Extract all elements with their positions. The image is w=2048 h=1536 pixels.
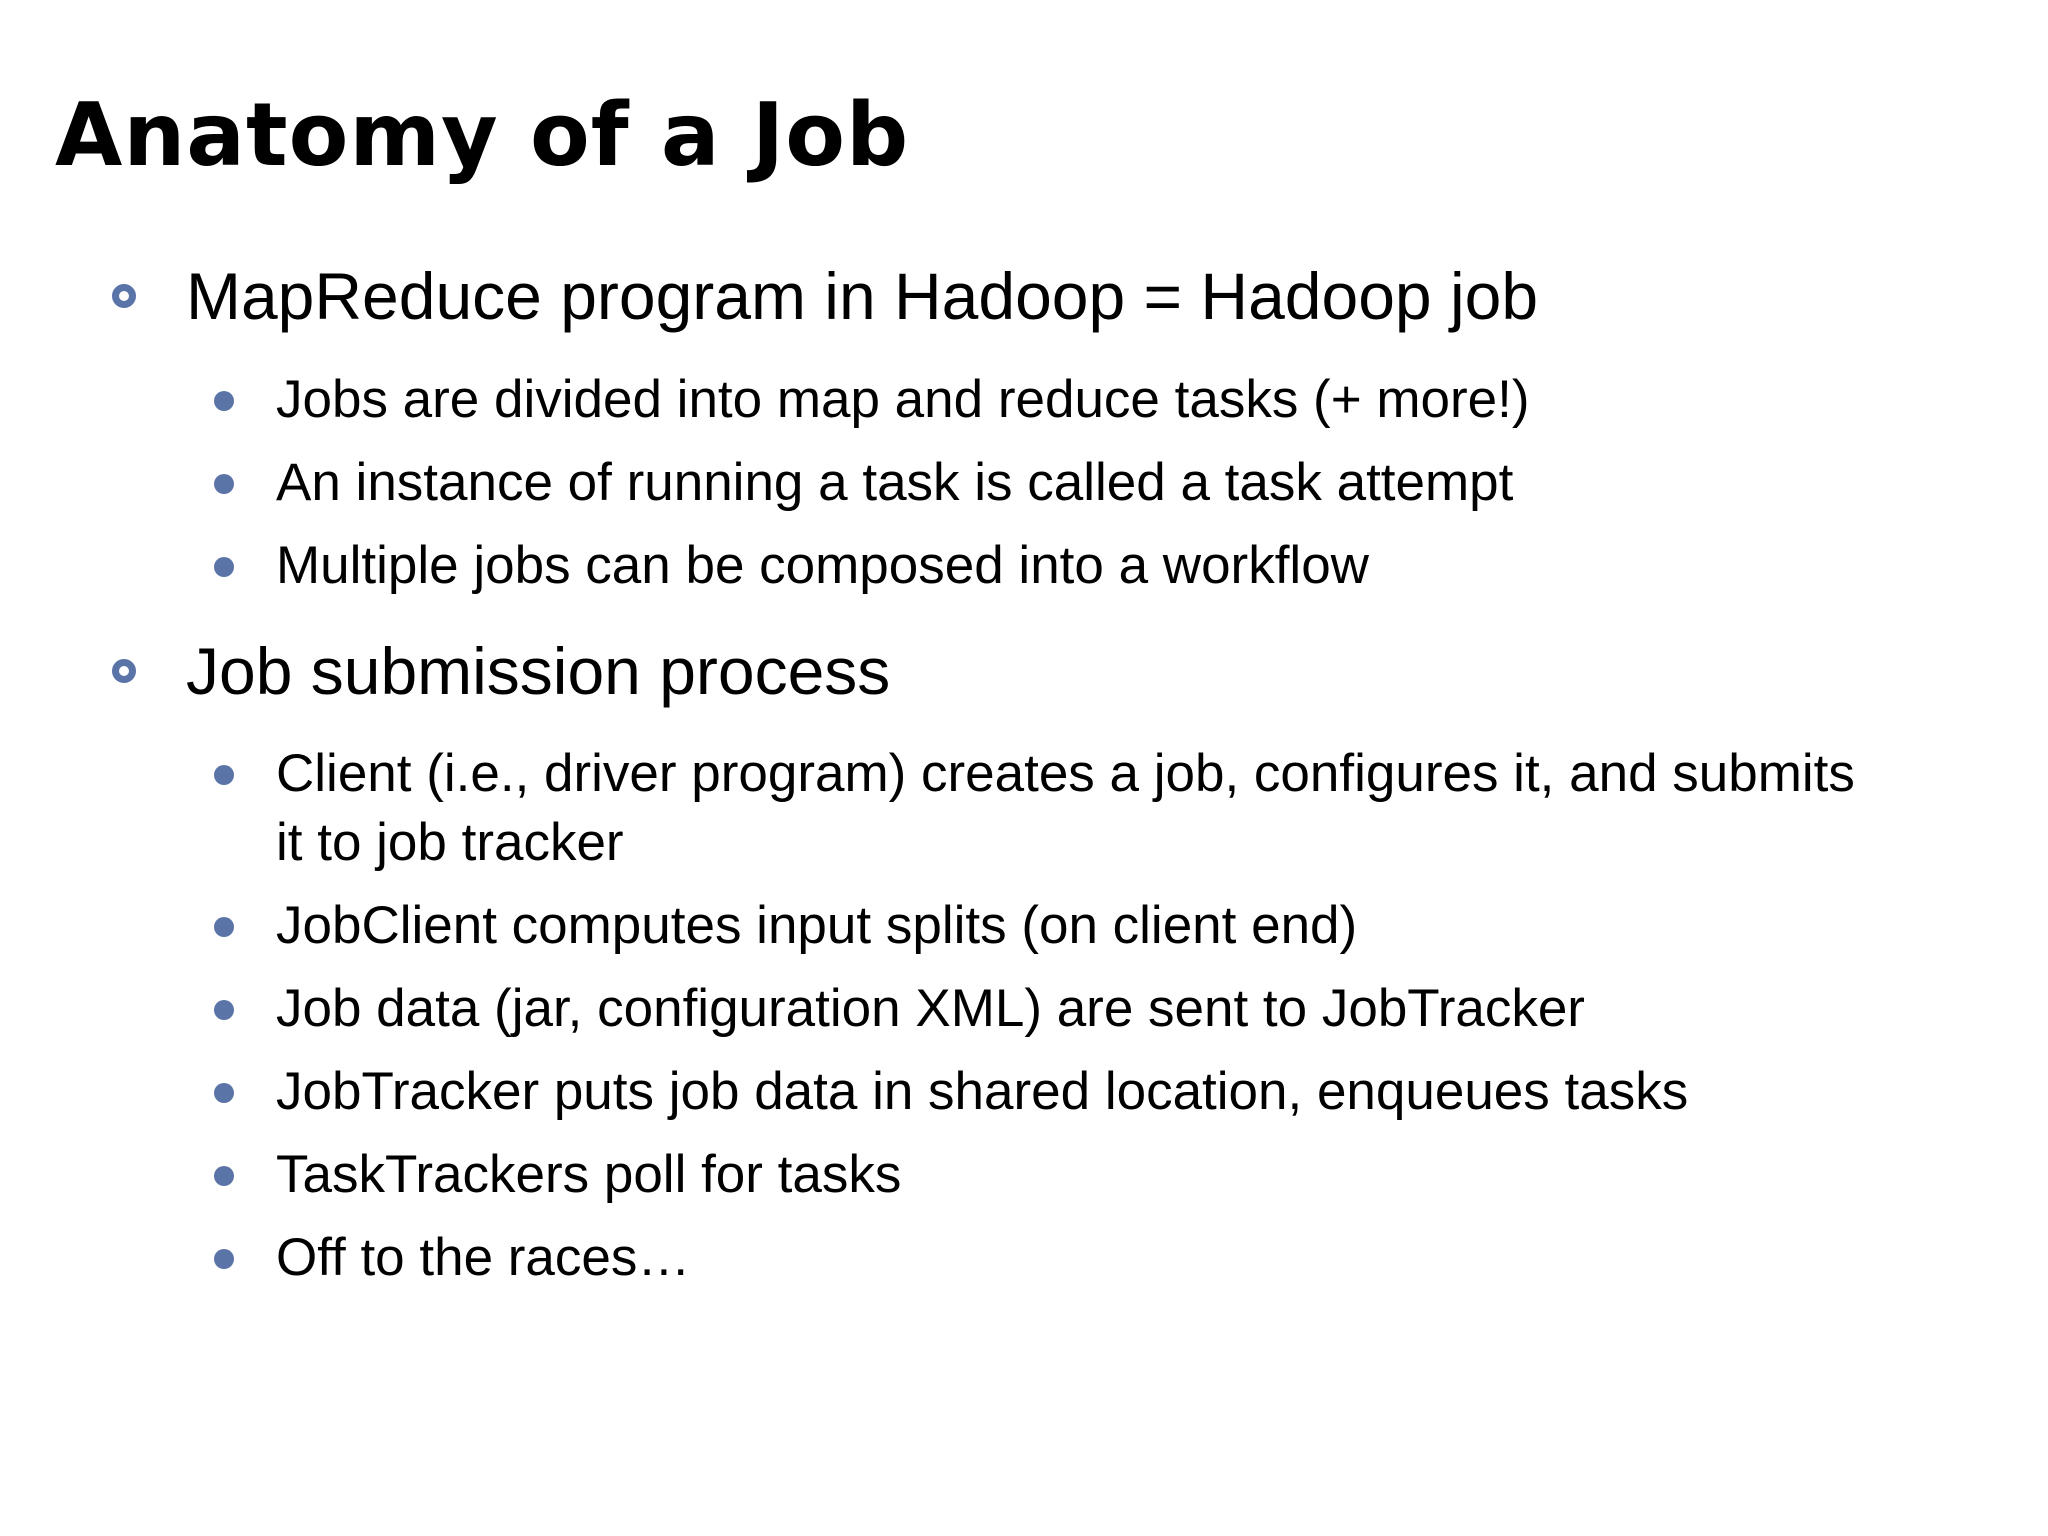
list-item-text: Jobs are divided into map and reduce tasks (+ more!) — [276, 370, 1530, 429]
dot-bullet-icon — [214, 917, 234, 937]
dot-bullet-icon — [214, 1000, 234, 1020]
dot-bullet-icon — [214, 1083, 234, 1103]
dot-bullet-icon — [214, 557, 234, 577]
list-item-text: An instance of running a task is called a task attempt — [276, 453, 1514, 512]
dot-bullet-icon — [214, 1166, 234, 1186]
list-item-text: Multiple jobs can be composed into a workflow — [276, 536, 1369, 595]
dot-bullet-icon — [214, 1249, 234, 1269]
list-item-text: Job data (jar, configuration XML) are sent to JobTracker — [276, 979, 1585, 1038]
list-item-text: JobTracker puts job data in shared location, enqueues tasks — [276, 1062, 1689, 1121]
ring-bullet-icon — [112, 284, 136, 308]
slide-title: Anatomy of a Job — [55, 84, 910, 186]
dot-bullet-icon — [214, 765, 234, 785]
section-heading-text: MapReduce program in Hadoop = Hadoop job — [186, 259, 1539, 333]
list-item-text: Client (i.e., driver program) creates a job, configures it, and submits it to job tracker — [276, 744, 1855, 872]
section-heading-text: Job submission process — [186, 634, 891, 708]
dot-bullet-icon — [214, 391, 234, 411]
ring-bullet-icon — [112, 659, 136, 683]
list-item-text: TaskTrackers poll for tasks — [276, 1145, 902, 1204]
list-item-text: JobClient computes input splits (on client end) — [276, 896, 1358, 955]
dot-bullet-icon — [214, 474, 234, 494]
list-item-text: Off to the races… — [276, 1228, 691, 1287]
